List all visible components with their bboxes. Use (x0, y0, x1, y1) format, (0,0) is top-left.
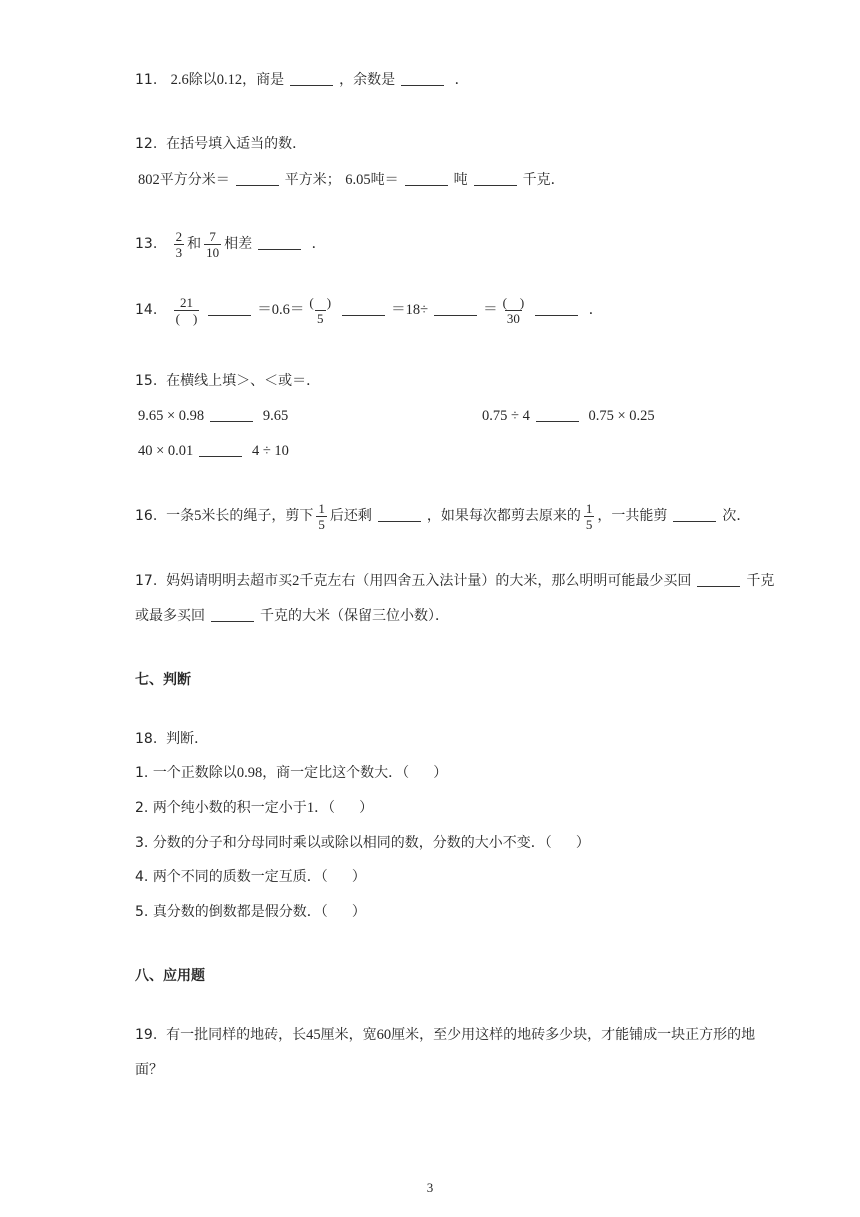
text: 厘米，至少用这样的地砖多少块，才能铺成一块正方形的地 (391, 1027, 756, 1043)
text: 吨＝ (370, 172, 399, 188)
question-number: 15. (135, 373, 158, 389)
text: 面？ (135, 1062, 163, 1078)
text: 或最多买回 (135, 608, 205, 624)
question-15-title (135, 371, 320, 391)
text: ．（ (314, 800, 336, 816)
fraction (307, 295, 333, 326)
judge-item-2 (135, 798, 373, 818)
text: 厘米，宽 (320, 1027, 377, 1043)
question-number: 19. (135, 1027, 158, 1043)
text: 妈妈请明明去超市买 (166, 573, 293, 589)
text: 一个正数除以 (152, 765, 237, 781)
page-number: 3 (426, 1180, 434, 1195)
fraction (174, 295, 200, 326)
compare-row-1b (482, 406, 655, 426)
text: ，商一定比这个数大．（ (262, 765, 410, 781)
answer-blank[interactable] (434, 301, 477, 316)
text: 4. (135, 869, 149, 885)
text: 5 (194, 508, 202, 524)
text: 6.05 (345, 172, 371, 188)
numerator: 2 (175, 228, 183, 244)
fraction (584, 501, 595, 532)
text: 2.6 (170, 72, 189, 88)
text: 4 ÷ 10 (251, 443, 289, 459)
question-16 (135, 500, 750, 532)
text: ． (588, 302, 603, 318)
denominator: 3 (175, 244, 183, 260)
question-12-title (135, 134, 306, 154)
text: 0.75 × 0.25 (588, 408, 655, 424)
text: ，余数是 (339, 72, 396, 88)
text: 3. (135, 835, 149, 851)
text: 0.75 ÷ 4 (482, 408, 530, 424)
answer-blank[interactable] (208, 301, 251, 316)
compare-row-2 (138, 441, 289, 461)
judge-item-1 (135, 763, 447, 783)
text: 千克 (746, 573, 775, 589)
answer-blank[interactable] (258, 235, 301, 250)
question-text: 在括号填入适当的数． (166, 136, 307, 152)
text: 1. (135, 765, 149, 781)
text: 千克的大米（保留三位小数）． (260, 608, 449, 624)
text: 吨 (453, 172, 468, 188)
text: ＝ (483, 302, 498, 318)
question-number: 12. (135, 136, 158, 152)
fraction (501, 295, 527, 326)
question-19-line1 (135, 1025, 755, 1045)
text: ＝0.6＝ (257, 302, 305, 318)
text: 0.12 (216, 72, 243, 88)
numerator: 21 (179, 294, 193, 310)
text: 除以 (188, 72, 217, 88)
question-12-body (138, 170, 565, 190)
answer-blank[interactable] (405, 171, 448, 186)
text: 5. (135, 904, 149, 920)
numerator: ( ) (502, 294, 525, 310)
text: 60 (376, 1027, 392, 1043)
fraction (204, 229, 221, 260)
text: 平方分米＝ (159, 172, 230, 188)
numerator: 1 (318, 500, 325, 516)
text: 千克左右（用四舍五入法计量）的大米，那么明明可能最少买回 (299, 573, 692, 589)
text: 2 (292, 573, 300, 589)
compare-row-1a (138, 406, 288, 426)
fraction (316, 501, 327, 532)
question-17-line2 (135, 606, 449, 626)
text: ，一共能剪 (597, 508, 668, 524)
question-number: 16. (135, 508, 158, 524)
answer-blank[interactable] (536, 407, 579, 422)
judge-item-5 (135, 902, 366, 922)
text: 9.65 (262, 408, 289, 424)
question-13 (135, 228, 326, 260)
denominator: 5 (585, 516, 593, 532)
fraction (174, 229, 185, 260)
section-heading-8: 八、应用题 (135, 968, 205, 984)
question-number: 13. (135, 236, 158, 252)
text: 后还剩 (329, 508, 372, 524)
text: 米长的绳子，剪下 (201, 508, 314, 524)
question-17-line1 (135, 571, 774, 591)
answer-blank[interactable] (290, 71, 333, 86)
text: 2. (135, 800, 149, 816)
text: 真分数的倒数都是假分数．（ (152, 904, 328, 920)
text: 有一批同样的地砖，长 (166, 1027, 307, 1043)
answer-blank[interactable] (535, 301, 578, 316)
text: 平方米； (284, 172, 341, 188)
text: 分数的分子和分母同时乘以或除以相同的数，分数的大小不变．（ (152, 835, 552, 851)
text: ，商是 (242, 72, 285, 88)
answer-blank[interactable] (210, 407, 253, 422)
text: ） (575, 835, 590, 851)
text: 和 (187, 236, 202, 252)
text: 802 (138, 172, 160, 188)
answer-blank[interactable] (211, 607, 254, 622)
text: 次． (722, 508, 751, 524)
text: 一条 (166, 508, 195, 524)
question-number: 11. (135, 72, 158, 88)
question-number: 17. (135, 573, 158, 589)
text: 9.65 × 0.98 (138, 408, 205, 424)
answer-blank[interactable] (474, 171, 517, 186)
text: ） (359, 800, 374, 816)
judge-item-3 (135, 833, 590, 853)
text: 千克． (522, 172, 565, 188)
question-number: 14. (135, 302, 158, 318)
numerator: 7 (209, 228, 216, 244)
answer-blank[interactable] (401, 71, 444, 86)
section-heading-7: 七、判断 (135, 672, 191, 688)
text: ） (351, 904, 366, 920)
question-14 (135, 294, 603, 326)
denominator: ( ) (175, 310, 198, 326)
text: 0.98 (236, 765, 263, 781)
text: 40 × 0.01 (138, 443, 194, 459)
answer-blank[interactable] (673, 507, 716, 522)
numerator: 1 (585, 500, 593, 516)
denominator: 10 (206, 244, 220, 260)
question-11 (135, 70, 469, 90)
text: ＝18÷ (391, 302, 429, 318)
judge-item-4 (135, 867, 366, 887)
text: 45 (306, 1027, 321, 1043)
text: 两个纯小数的积一定小于 (152, 800, 307, 816)
text: 两个不同的质数一定互质．（ (152, 869, 328, 885)
text: 1 (306, 800, 315, 816)
numerator: ( ) (309, 294, 332, 310)
answer-blank[interactable] (342, 301, 385, 316)
question-text: 在横线上填＞、＜或＝． (166, 373, 321, 389)
answer-blank[interactable] (697, 572, 740, 587)
text: ） (433, 765, 448, 781)
text: ． (311, 236, 326, 252)
denominator: 5 (317, 310, 324, 326)
text: ． (454, 72, 469, 88)
text: ） (351, 869, 366, 885)
denominator: 5 (318, 516, 325, 532)
question-19-line2 (135, 1060, 163, 1080)
text: 相差 (224, 236, 253, 252)
question-18-title (135, 729, 208, 749)
answer-blank[interactable] (236, 171, 279, 186)
text: ，如果每次都剪去原来的 (426, 508, 581, 524)
denominator: 30 (506, 310, 520, 326)
answer-blank[interactable] (199, 442, 242, 457)
answer-blank[interactable] (378, 507, 421, 522)
question-number: 18. (135, 731, 158, 747)
question-text: 判断． (166, 731, 209, 747)
